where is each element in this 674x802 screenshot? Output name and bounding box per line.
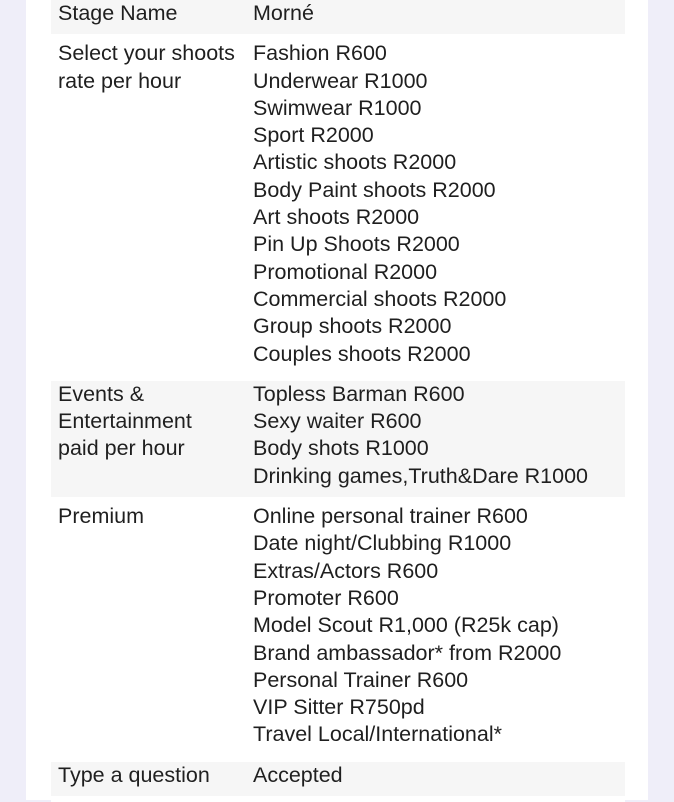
table-row [51,503,625,762]
row-label: Select your shoots rate per hour [58,41,235,93]
row-value-cell [253,0,625,27]
row-value-line: Extras/Actors R600 [253,558,439,583]
row-label: Events & Entertainment paid per hour [58,381,192,461]
row-value-cell [253,503,625,749]
row-value-line: Fashion R600 [253,41,387,66]
row-label: Stage Name [58,1,178,25]
row-value-line: Couples shoots R2000 [253,341,471,366]
row-value-line: Date night/Clubbing R1000 [253,531,512,556]
row-label-cell [51,0,253,27]
row-label-cell [51,503,253,749]
table-row [51,381,625,503]
row-value-line: Swimwear R1000 [253,95,422,120]
profile-details-table [51,0,625,802]
row-value-line: Body shots R1000 [253,436,429,461]
table-row [51,762,625,802]
row-value-line: Drinking games,Truth&Dare R1000 [253,463,588,488]
row-value-line: Accepted [253,762,343,787]
row-label: Premium [58,504,145,529]
row-value-cell [253,762,625,789]
row-value-line: Promotional R2000 [253,259,438,284]
row-label: Type a question [58,762,210,787]
row-label-cell [51,40,253,368]
row-value-line: Promoter R600 [253,585,399,610]
row-value-cell [253,381,625,490]
row-value-line: Model Scout R1,000 (R25k cap) [253,613,559,638]
row-value-line: Personal Trainer R600 [253,667,469,692]
row-value-line: Underwear R1000 [253,68,428,93]
row-value-line: Group shoots R2000 [253,314,452,339]
row-value-line: Body Paint shoots R2000 [253,177,496,202]
table-row [51,40,625,381]
row-value-line: Commercial shoots R2000 [253,286,507,311]
row-value-line: Brand ambassador* from R2000 [253,640,562,665]
row-value-line: Pin Up Shoots R2000 [253,232,460,257]
row-value-line: Sport R2000 [253,123,374,148]
row-value-line: Artistic shoots R2000 [253,150,457,175]
row-value-line: Morné [253,1,314,25]
row-value-line: Art shoots R2000 [253,205,420,230]
row-value-cell [253,40,625,368]
row-label-cell [51,762,253,789]
row-value-line: VIP Sitter R750pd [253,695,425,720]
table-row [51,0,625,40]
row-label-cell [51,381,253,490]
row-value-line: Topless Barman R600 [253,381,465,406]
row-value-line: Online personal trainer R600 [253,504,528,529]
row-value-line: Sexy waiter R600 [253,409,422,434]
row-value-line: Travel Local/International* [253,722,502,747]
